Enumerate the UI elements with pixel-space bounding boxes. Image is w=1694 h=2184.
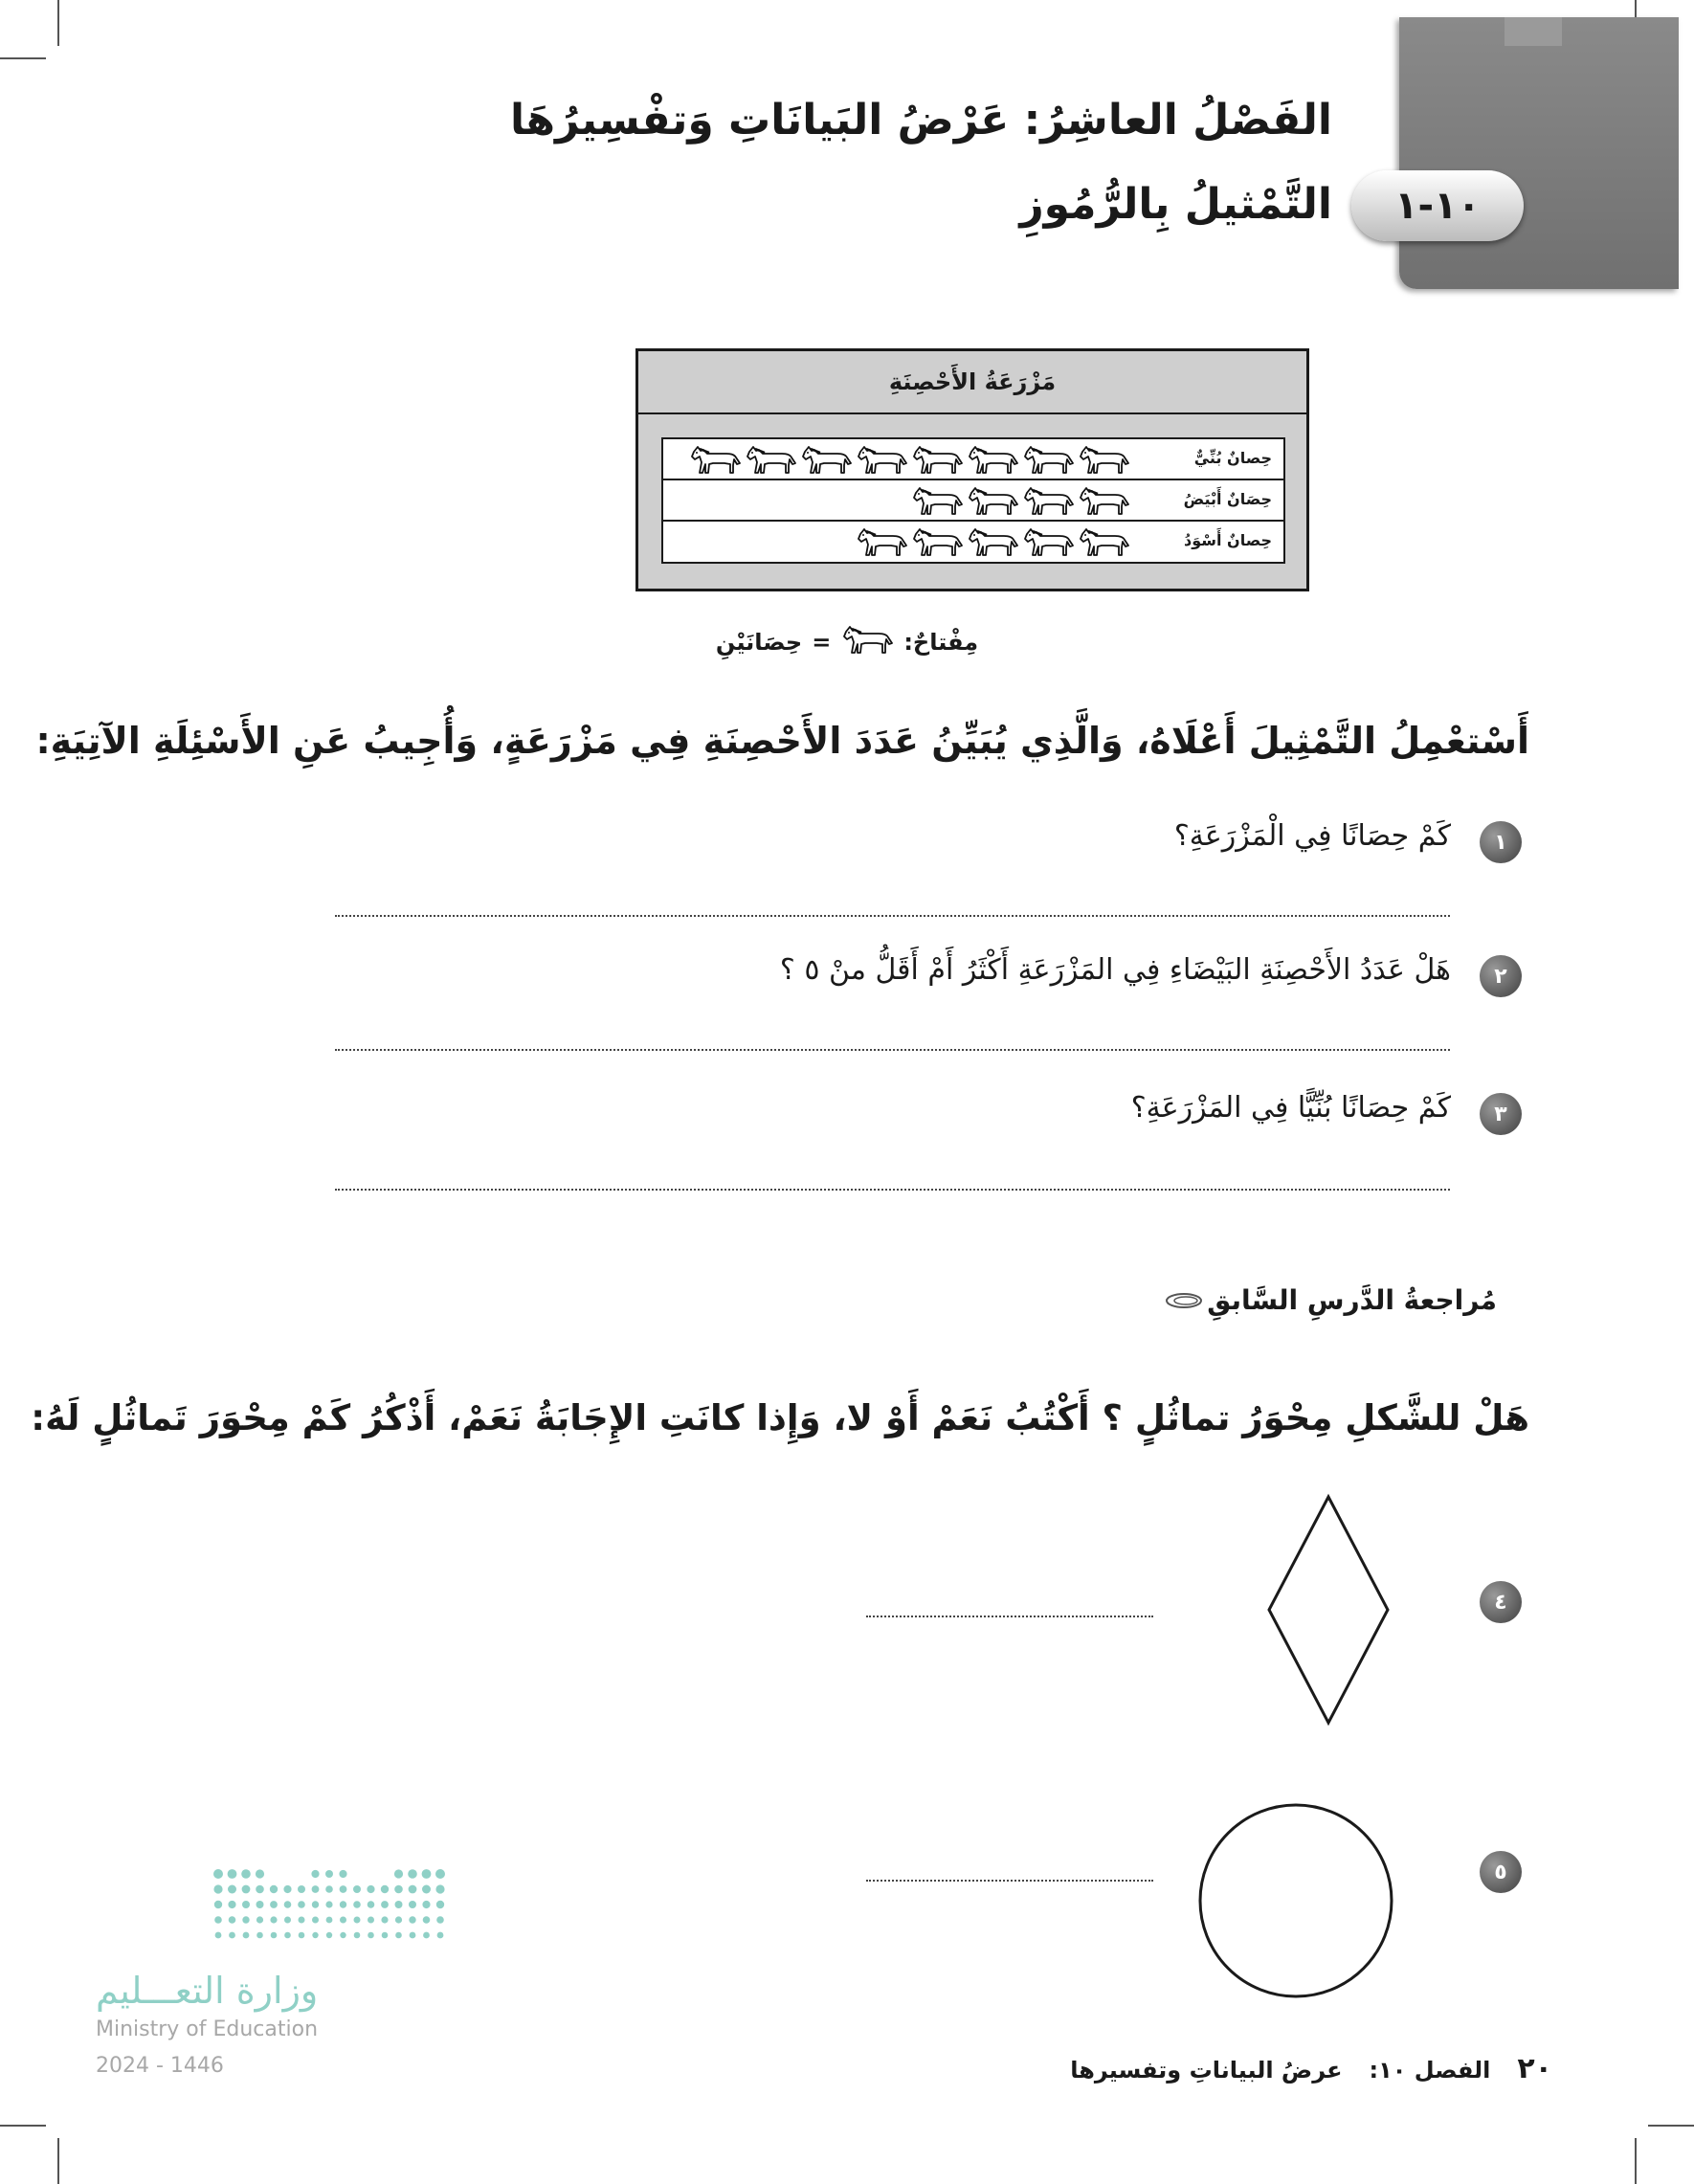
chapter-tab xyxy=(1399,17,1679,289)
row-icons xyxy=(910,485,1130,516)
horse-icon xyxy=(1077,526,1130,557)
question-number-badge xyxy=(1480,1093,1522,1135)
pictograph-row xyxy=(663,480,1283,522)
horse-icon xyxy=(855,526,908,557)
answer-line[interactable] xyxy=(335,1049,1450,1051)
question-number: ٢ xyxy=(1494,964,1507,989)
question-number-badge xyxy=(1480,821,1522,863)
page-number: ٢٠ xyxy=(1517,2052,1552,2085)
crop-mark xyxy=(1635,2138,1637,2184)
crop-mark xyxy=(0,57,46,59)
horse-icon xyxy=(855,444,908,475)
answer-line[interactable] xyxy=(335,1189,1450,1191)
question-number-badge xyxy=(1480,955,1522,997)
crop-mark xyxy=(57,0,59,46)
key-equals: = xyxy=(812,629,832,656)
rhombus-shape xyxy=(1263,1493,1393,1727)
question-text: كَمْ حِصَانًا فِي الْمَزْرَعَةِ؟ xyxy=(1173,819,1451,853)
row-label: حِصانٌ بُنِّيٌّ xyxy=(1193,449,1272,467)
answer-line[interactable] xyxy=(866,1616,1153,1617)
key-label: مِفْتاحٌ: xyxy=(903,629,979,656)
horse-icon xyxy=(799,444,853,475)
pictograph-row xyxy=(663,522,1283,563)
edition-year: 2024 - 1446 xyxy=(96,2054,224,2078)
chapter-title: الفَصْلُ العاشِرُ: عَرْضُ البَيانَاتِ وَتفْسِيرُهَا xyxy=(510,96,1332,145)
ministry-name-arabic: وزارة التعـــليم xyxy=(96,1970,319,2012)
horse-icon xyxy=(910,485,964,516)
ministry-logo-icon xyxy=(211,1866,450,1952)
question-number-badge xyxy=(1480,1581,1522,1623)
review-heading xyxy=(1165,1284,1497,1316)
row-icons xyxy=(688,444,1130,475)
horse-icon xyxy=(966,444,1019,475)
row-label: حِصَانٌ أَبْيَضُ xyxy=(1183,490,1272,508)
lesson-title: التَّمْثيلُ بِالرُّمُوزِ xyxy=(1019,180,1332,229)
question-text: هَلْ عَدَدُ الأَحْصِنَةِ البَيْضَاءِ فِي المَزْرَعَةِ أَكْثَرُ أَمْ أَقَلُّ منْ ٥ ؟ xyxy=(779,953,1451,987)
horse-icon xyxy=(1077,444,1130,475)
swirl-icon xyxy=(1165,1290,1203,1311)
circle-shape xyxy=(1196,1801,1395,2000)
horse-icon xyxy=(1021,444,1075,475)
question-text: كَمْ حِصَانًا بُنِّيًّا فِي المَزْرَعَةِ؟ xyxy=(1130,1091,1451,1125)
question-number-badge xyxy=(1480,1851,1522,1893)
question-number: ٣ xyxy=(1494,1102,1507,1126)
crop-mark xyxy=(0,2125,46,2127)
review-heading-text: مُراجعةُ الدَّرسِ السَّابقِ xyxy=(1207,1284,1497,1316)
page-footer xyxy=(1070,2052,1552,2085)
answer-line[interactable] xyxy=(866,1880,1153,1882)
key-horse-icon xyxy=(840,624,894,660)
ministry-name-english: Ministry of Education xyxy=(96,2017,319,2041)
pictograph-key xyxy=(0,624,1694,660)
key-value: حِصَانَيْنِ xyxy=(715,629,803,656)
footer-chapter-name: عرضُ البياناتِ وتفسيرها xyxy=(1070,2057,1343,2084)
horse-icon xyxy=(1077,485,1130,516)
answer-line[interactable] xyxy=(335,915,1450,917)
horse-icon xyxy=(744,444,797,475)
footer-chapter-label: الفصل ١٠: xyxy=(1369,2057,1491,2084)
horse-icon xyxy=(910,444,964,475)
horse-icon xyxy=(966,485,1019,516)
crop-mark xyxy=(1648,2125,1694,2127)
pictograph-title: مَزْرَعَةُ الأَحْصِنَةِ xyxy=(638,351,1306,414)
horse-icon xyxy=(966,526,1019,557)
horse-icon xyxy=(1021,526,1075,557)
row-icons xyxy=(855,526,1130,557)
instruction: أَسْتعْمِلُ التَّمْثِيلَ أَعْلَاهُ، وَالَّذِي يُبَيِّنُ عَدَدَ الأَحْصِنَةِ فِي مَزْرَعَةٍ، وَأُجِيبُ عَنِ الأَسْئِلَةِ الآتِيَةِ: xyxy=(35,720,1529,762)
review-instruction: هَلْ للشَّكلِ مِحْوَرُ تماثُلٍ ؟ أَكْتُبُ نَعَمْ أَوْ لا، وَإِذا كانَتِ الإِجَابَةُ نَعَمْ، أَذْكُرُ كَمْ مِحْوَرَ تَماثُلٍ لَهُ: xyxy=(31,1397,1529,1438)
question-number: ٤ xyxy=(1494,1590,1507,1615)
horse-icon xyxy=(910,526,964,557)
horse-icon xyxy=(688,444,742,475)
pictograph xyxy=(635,348,1309,591)
pictograph-table xyxy=(661,437,1285,564)
horse-icon xyxy=(1021,485,1075,516)
question-number: ١ xyxy=(1494,830,1507,855)
lesson-number: ١٠-١ xyxy=(1394,184,1481,228)
pictograph-row xyxy=(663,439,1283,480)
row-label: حِصانٌ أَسْوَدُ xyxy=(1184,531,1272,549)
lesson-number-badge xyxy=(1351,170,1524,241)
question-number: ٥ xyxy=(1494,1860,1507,1884)
crop-mark xyxy=(57,2138,59,2184)
